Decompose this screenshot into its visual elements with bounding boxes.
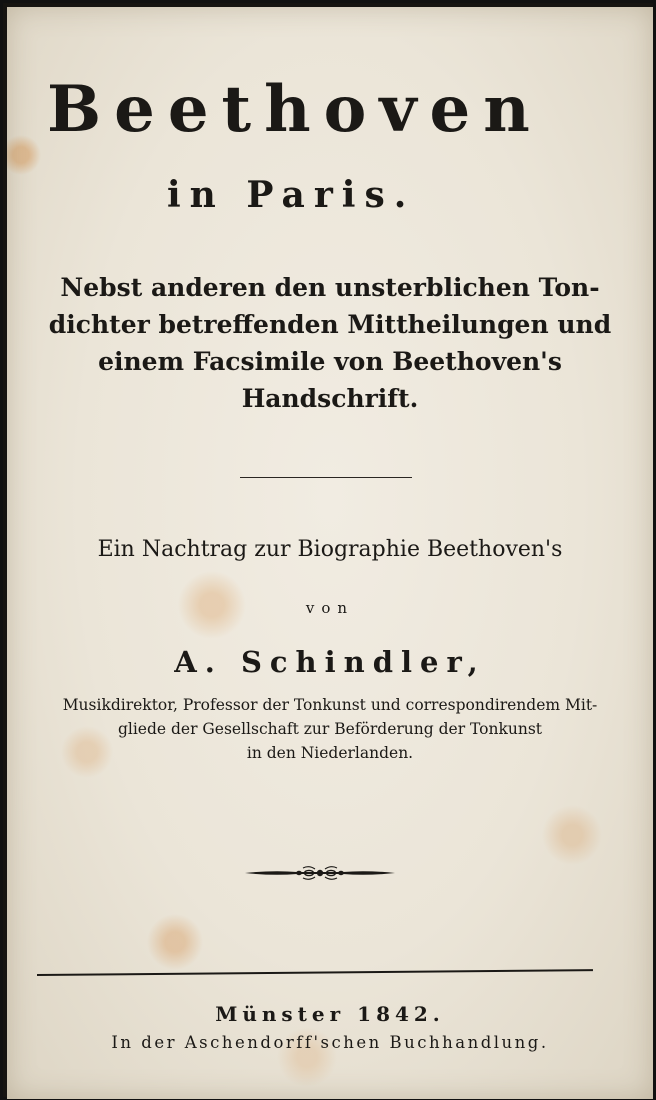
description-block — [7, 269, 653, 417]
affiliation-line: Musikdirektor, Professor der Tonkunst und correspondirendem Mit- — [62, 696, 598, 714]
description-line: Handschrift. — [241, 384, 419, 413]
description-line: dichter betreffenden Mittheilungen und — [48, 310, 612, 339]
author-affiliation — [7, 693, 653, 765]
fleuron-ornament-icon — [243, 863, 397, 883]
affiliation-line: in den Niederlanden. — [246, 744, 414, 762]
by-line: von — [305, 599, 355, 617]
title-page — [7, 7, 653, 1099]
long-divider-rule — [37, 969, 593, 976]
imprint-city-year: Münster 1842. — [215, 1002, 445, 1026]
publisher-line: In der Aschendorff'schen Buchhandlung. — [111, 1033, 549, 1052]
book-subtitle: in Paris. — [167, 174, 416, 216]
author-name: A. Schindler, — [174, 645, 486, 679]
book-title: Beethoven — [47, 72, 543, 147]
affiliation-line: gliede der Gesellschaft zur Beförderung der Tonkunst — [117, 720, 543, 738]
description-line: Nebst anderen den unsterblichen Ton- — [60, 273, 600, 302]
supplement-line: Ein Nachtrag zur Biographie Beethoven's — [97, 537, 563, 562]
short-divider-rule — [240, 477, 412, 478]
description-line: einem Facsimile von Beethoven's — [98, 347, 562, 376]
